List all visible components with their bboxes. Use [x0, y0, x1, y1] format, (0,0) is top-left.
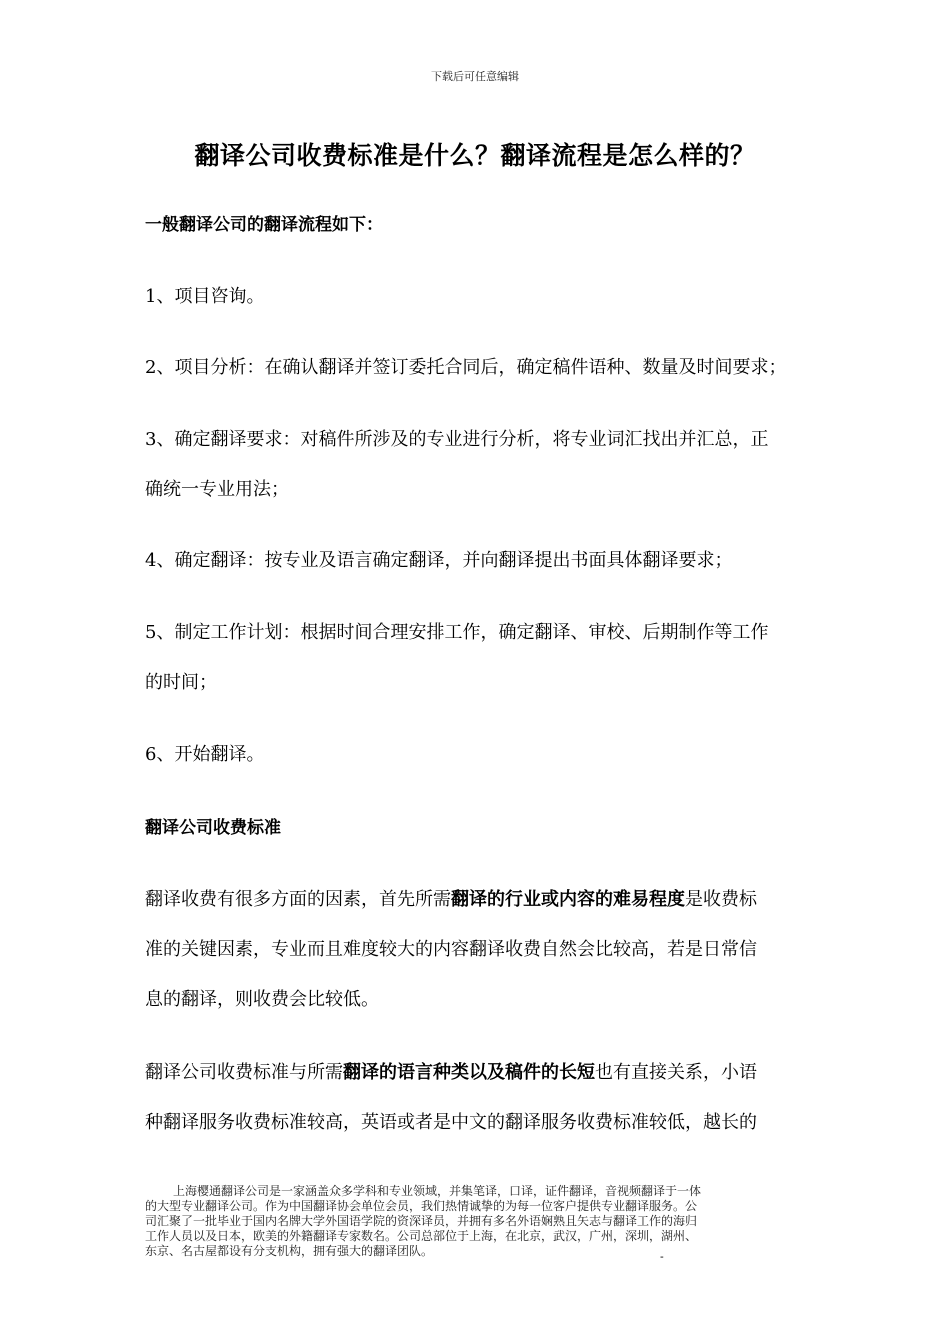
- paragraph-line: 翻译公司收费标准与所需翻译的语言种类以及稿件的长短也有直接关系，小语: [145, 1062, 757, 1083]
- step-item: 3、确定翻译要求：对稿件所涉及的专业进行分析，将专业词汇找出并汇总，正: [145, 429, 769, 450]
- section-heading-process: 一般翻译公司的翻译流程如下：: [145, 215, 383, 235]
- step-item: 5、制定工作计划：根据时间合理安排工作，确定翻译、审校、后期制作等工作: [145, 622, 769, 643]
- step-number: 1: [145, 286, 157, 307]
- step-text-continued: 的时间；: [145, 672, 217, 693]
- step-text: 项目分析：在确认翻译并签订委托合同后，确定稿件语种、数量及时间要求；: [174, 357, 787, 378]
- paragraph-line: 息的翻译，则收费会比较低。: [145, 989, 379, 1010]
- section-heading-pricing: 翻译公司收费标准: [145, 818, 281, 838]
- step-text-continued: 确统一专业用法；: [145, 479, 289, 500]
- step-number: 2: [145, 357, 157, 378]
- footer-company-note: 上海樱通翻译公司是一家涵盖众多学科和专业领域，并集笔译，口译，证件翻译，音视频翻译于一体 的大型专业翻译公司。作为中国翻译协会单位会员，我们热情诚挚的为每一位客户提供专业翻译服务。公 司汇聚了一批毕业于国内名牌大学外国语学院的资深译员，并拥有多名外语娴熟且矢志与翻译工作的海归 工作人员以及日本，欧美的外籍翻译专家数名。公司总部位于上海，在北京，武汉，广州，深圳，湖州、 东京、名古屋都设有分支机构，拥有强大的翻译团队。: [145, 1184, 702, 1258]
- page-title: 翻译公司收费标准是什么？翻译流程是怎么样的？: [194, 141, 756, 170]
- step-text: 项目咨询。: [174, 286, 265, 307]
- step-text: 开始翻译。: [174, 744, 265, 765]
- paragraph-line: 准的关键因素，专业而且难度较大的内容翻译收费自然会比较高，若是日常信: [145, 939, 757, 960]
- step-text: 制定工作计划：根据时间合理安排工作，确定翻译、审校、后期制作等工作: [174, 622, 769, 643]
- emphasis-text: 翻译的语言种类以及稿件的长短: [343, 1062, 595, 1083]
- header-note: 下载后可任意编辑: [431, 70, 519, 83]
- footer-dash: -: [660, 1250, 664, 1263]
- step-number: 4: [145, 550, 157, 571]
- step-text: 确定翻译：按专业及语言确定翻译，并向翻译提出书面具体翻译要求；: [174, 550, 733, 571]
- emphasis-text: 翻译的行业或内容的难易程度: [451, 889, 685, 910]
- step-text: 确定翻译要求：对稿件所涉及的专业进行分析，将专业词汇找出并汇总，正: [174, 429, 769, 450]
- step-item: 4、确定翻译：按专业及语言确定翻译，并向翻译提出书面具体翻译要求；: [145, 550, 733, 571]
- step-number: 3: [145, 429, 157, 450]
- step-number: 6: [145, 744, 157, 765]
- paragraph-line: 种翻译服务收费标准较高，英语或者是中文的翻译服务收费标准较低，越长的: [145, 1112, 757, 1133]
- step-number: 5: [145, 622, 157, 643]
- step-item: 1、项目咨询。: [145, 286, 265, 307]
- paragraph-line: 翻译收费有很多方面的因素，首先所需翻译的行业或内容的难易程度是收费标: [145, 889, 757, 910]
- step-item: 6、开始翻译。: [145, 744, 265, 765]
- step-item: 2、项目分析：在确认翻译并签订委托合同后，确定稿件语种、数量及时间要求；: [145, 357, 787, 378]
